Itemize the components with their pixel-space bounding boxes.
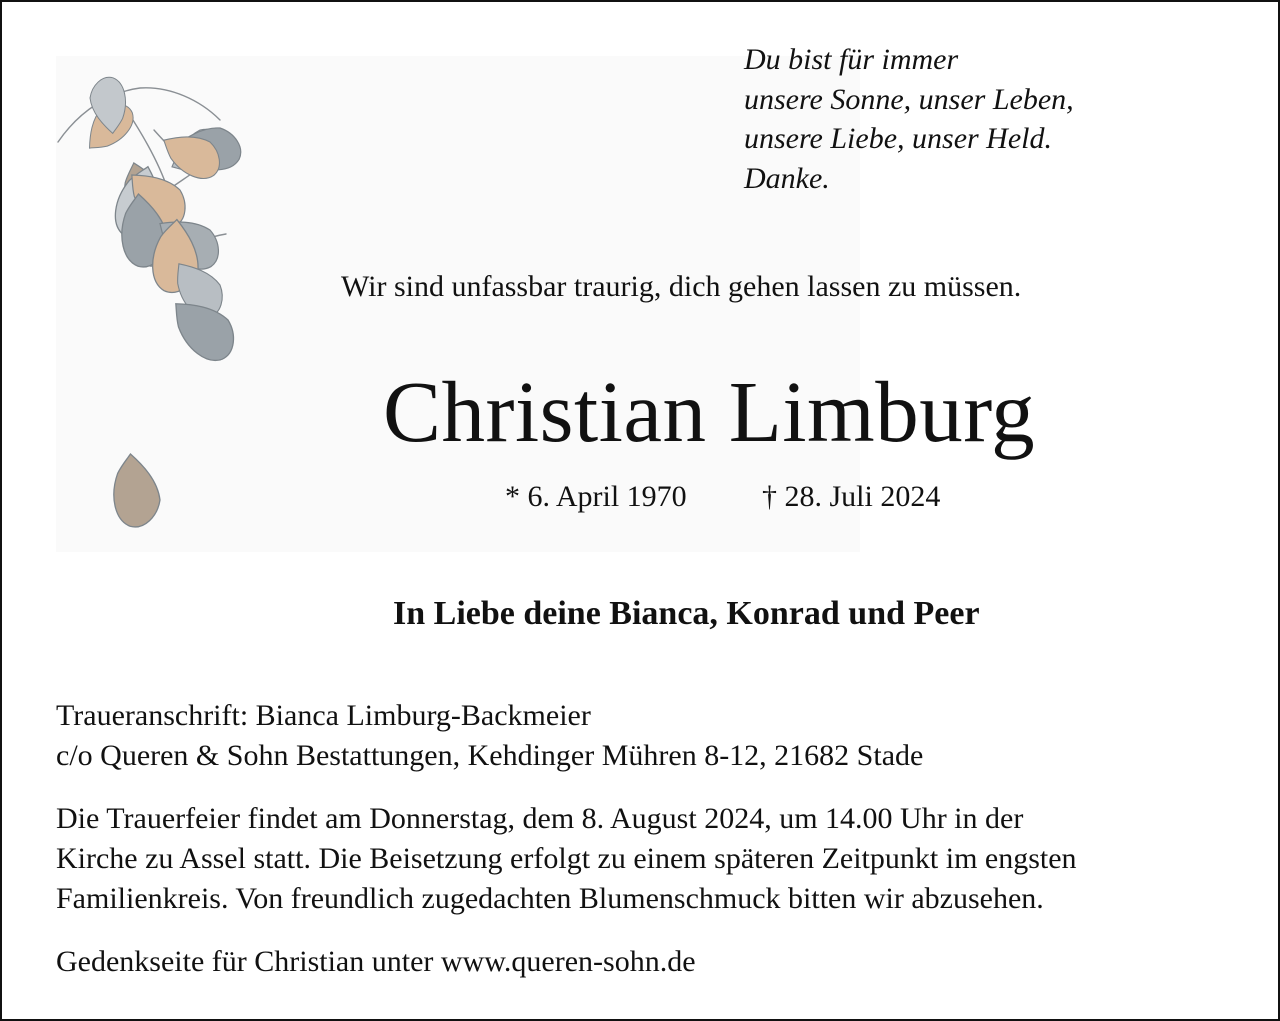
ceremony-info [56,799,1077,919]
verse [744,40,1074,198]
birch-branch-icon [50,70,310,560]
deceased-name: Christian Limburg [383,363,1036,460]
memorial-page-info: Gedenkseite für Christian unter www.queren-sohn.de [56,945,696,978]
verse-line: unsere Liebe, unser Held. [744,122,1052,155]
family-signature: In Liebe deine Bianca, Konrad und Peer [393,595,980,632]
birth-date: * 6. April 1970 [505,480,687,513]
verse-line: unsere Sonne, unser Leben, [744,82,1074,116]
address-line: c/o Queren & Sohn Bestattungen, Kehdinger Mühren 8-12, 21682 Stade [56,739,924,772]
intro-text: Wir sind unfassbar traurig, dich gehen lassen zu müssen. [341,270,1022,303]
ceremony-line: Die Trauerfeier findet am Donnerstag, dem 8. August 2024, um 14.00 Uhr in der [56,802,1024,835]
address-line: Traueranschrift: Bianca Limburg-Backmeier [56,699,591,732]
ceremony-line: Familienkreis. Von freundlich zugedachten Blumenschmuck bitten wir abzusehen. [56,882,1044,915]
verse-line: Du bist für immer [744,43,959,76]
death-date: † 28. Juli 2024 [762,480,941,513]
ceremony-line: Kirche zu Assel statt. Die Beisetzung erfolgt zu einem späteren Zeitpunkt im engsten [56,842,1077,875]
verse-line: Danke. [744,161,830,195]
mourning-address [56,696,923,776]
